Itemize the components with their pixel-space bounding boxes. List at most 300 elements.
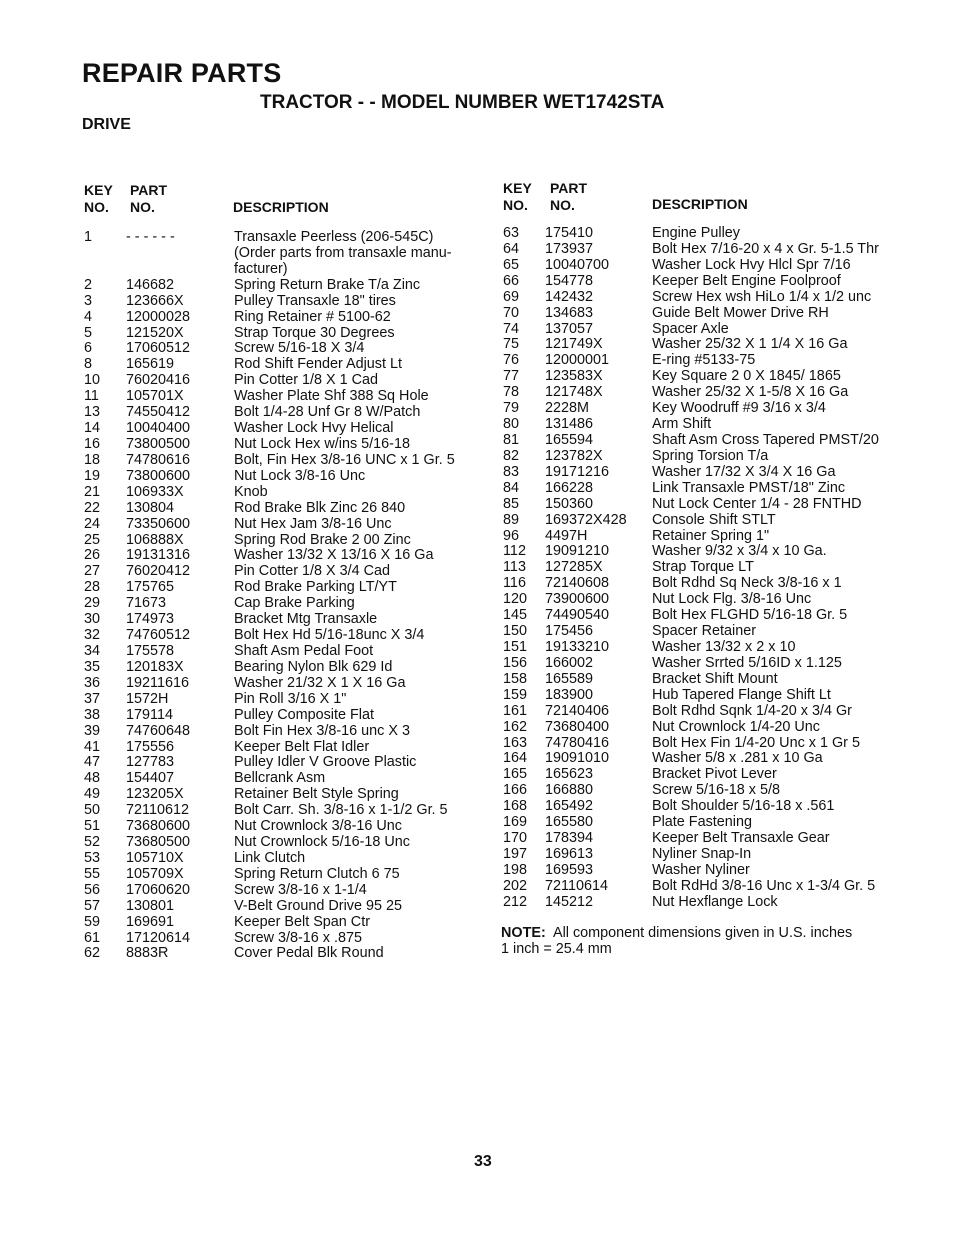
- part-number: 19091210: [545, 543, 610, 560]
- part-description: E-ring #5133-75: [652, 352, 756, 369]
- header-key-no: KEY NO.: [503, 180, 532, 213]
- part-description: Bolt Rdhd Sqnk 1/4-20 x 3/4 Gr: [652, 702, 852, 719]
- page-title: REPAIR PARTS: [82, 58, 282, 88]
- part-description: Engine Pulley: [652, 225, 741, 241]
- part-number: 74760512: [126, 627, 191, 644]
- table-row: [501, 592, 921, 608]
- part-description: Keeper Belt Engine Foolproof: [652, 272, 841, 289]
- part-description: Nut Lock Center 1/4 - 28 FNTHD: [652, 495, 862, 512]
- table-row: [82, 405, 502, 421]
- part-number: 137057: [545, 320, 594, 337]
- key-number: 25: [84, 531, 101, 548]
- part-description: Pulley Transaxle 18" tires: [234, 292, 396, 309]
- table-row: [82, 803, 502, 819]
- part-number: 12000001: [545, 352, 610, 369]
- part-description: Pin Roll 3/16 X 1": [234, 690, 347, 707]
- part-description: Keeper Belt Transaxle Gear: [652, 830, 830, 847]
- key-number: 11: [84, 388, 99, 405]
- part-number: 173937: [545, 240, 594, 257]
- table-row: [501, 513, 921, 529]
- table-row: [501, 608, 921, 624]
- key-number: 29: [84, 595, 101, 612]
- part-number: 178394: [545, 830, 594, 847]
- part-description: Bolt Carr. Sh. 3/8-16 x 1-1/2 Gr. 5: [234, 802, 448, 819]
- key-number: 112: [503, 543, 526, 560]
- table-row: [501, 322, 921, 338]
- table-row: [82, 310, 502, 326]
- key-number: 84: [503, 479, 520, 496]
- part-number: 73680600: [126, 818, 191, 835]
- part-number: 105710X: [126, 849, 184, 866]
- part-description: Spacer Retainer: [652, 623, 756, 640]
- part-number: 74550412: [126, 404, 191, 421]
- part-number: 165594: [545, 431, 594, 448]
- part-number: 175556: [126, 738, 175, 755]
- part-number: 73680500: [126, 834, 191, 851]
- key-number: 170: [503, 830, 528, 847]
- part-number: 127285X: [545, 559, 603, 576]
- header-description: DESCRIPTION: [233, 199, 329, 215]
- part-description: Washer Lock Hvy Helical: [234, 420, 394, 437]
- key-number: 158: [503, 670, 528, 687]
- header-key-no: KEY NO.: [84, 182, 113, 215]
- key-number: 48: [84, 770, 101, 787]
- part-number: 123205X: [126, 786, 184, 803]
- table-row: [501, 306, 921, 322]
- part-number: 131486: [545, 416, 594, 433]
- part-number: 175410: [545, 225, 594, 241]
- key-number: 168: [503, 798, 528, 815]
- key-number: 49: [84, 786, 101, 803]
- part-number: 73800500: [126, 435, 191, 452]
- table-row: [82, 278, 502, 294]
- part-description: V-Belt Ground Drive 95 25: [234, 897, 402, 914]
- part-description: Bearing Nylon Blk 629 Id: [234, 658, 393, 675]
- key-number: 56: [84, 881, 101, 898]
- part-number: 19091010: [545, 750, 610, 767]
- part-number: 73900600: [545, 591, 610, 608]
- key-number: 113: [503, 559, 526, 576]
- table-row: [82, 660, 502, 676]
- table-row: [82, 373, 502, 389]
- table-row: [82, 437, 502, 453]
- part-number: 106933X: [126, 483, 184, 500]
- key-number: 35: [84, 658, 101, 675]
- part-number: 123782X: [545, 447, 603, 464]
- section-heading: DRIVE: [82, 116, 131, 133]
- key-number: 39: [84, 722, 101, 739]
- part-number: 72110614: [545, 877, 608, 894]
- key-number: 89: [503, 511, 520, 528]
- table-row: [82, 644, 502, 660]
- part-description: Pulley Idler V Groove Plastic: [234, 754, 417, 771]
- table-row: [82, 294, 502, 310]
- part-number: 165492: [545, 798, 594, 815]
- part-description: Pin Cotter 1/8 X 1 Cad: [234, 372, 378, 389]
- key-number: 156: [503, 654, 528, 671]
- part-number: 73680400: [545, 718, 610, 735]
- part-description: Pulley Composite Flat: [234, 706, 374, 723]
- table-row: [501, 624, 921, 640]
- key-number: 19: [84, 467, 101, 484]
- table-row: [501, 736, 921, 752]
- table-row: [82, 501, 502, 517]
- part-number: 120183X: [126, 658, 184, 675]
- part-number: 166002: [545, 654, 594, 671]
- key-number: 198: [503, 861, 528, 878]
- header-description: DESCRIPTION: [652, 196, 748, 212]
- table-row: [501, 704, 921, 720]
- part-number: 19211616: [126, 674, 189, 691]
- part-description: Nut Crownlock 1/4-20 Unc: [652, 718, 820, 735]
- table-row: [501, 529, 921, 545]
- table-row: [82, 612, 502, 628]
- key-number: 161: [503, 702, 528, 719]
- part-description: Bracket Pivot Lever: [652, 766, 777, 783]
- part-description: Bolt Hex Fin 1/4-20 Unc x 1 Gr 5: [652, 734, 860, 751]
- part-number: 166880: [545, 782, 594, 799]
- part-description: Hub Tapered Flange Shift Lt: [652, 686, 831, 703]
- part-description: Link Clutch: [234, 849, 306, 866]
- key-number: 50: [84, 802, 101, 819]
- table-row: [82, 931, 502, 947]
- part-description: Bolt Hex Hd 5/16-18unc X 3/4: [234, 627, 425, 644]
- key-number: 10: [84, 372, 101, 389]
- part-description: Washer 21/32 X 1 X 16 Ga: [234, 674, 406, 691]
- part-description: Key Woodruff #9 3/16 x 3/4: [652, 400, 826, 417]
- part-number: 142432: [545, 288, 594, 305]
- key-number: 36: [84, 674, 101, 691]
- table-row: [82, 771, 502, 787]
- note-text: All component dimensions given in U.S. inches: [552, 925, 853, 941]
- part-number: 74760648: [126, 722, 191, 739]
- part-description: Keeper Belt Span Ctr: [234, 913, 370, 930]
- key-number: 70: [503, 304, 520, 321]
- table-row: [82, 564, 502, 580]
- key-number: 57: [84, 897, 101, 914]
- key-number: 116: [503, 575, 526, 592]
- part-description: Washer 9/32 x 3/4 x 10 Ga.: [652, 543, 827, 560]
- table-row: [82, 533, 502, 549]
- part-description: Spring Return Brake T/a Zinc: [234, 276, 421, 293]
- table-row: [82, 469, 502, 485]
- part-number: 10040700: [545, 256, 610, 273]
- part-number: 174973: [126, 611, 175, 628]
- part-description: Washer 25/32 X 1 1/4 X 16 Ga: [652, 336, 848, 353]
- part-description: Cap Brake Parking: [234, 595, 355, 612]
- part-number: 8883R: [126, 945, 169, 962]
- part-number: 134683: [545, 304, 594, 321]
- key-number: 21: [84, 483, 101, 500]
- key-number: 69: [503, 288, 520, 305]
- part-number: 165623: [545, 766, 594, 783]
- part-number: 175765: [126, 579, 175, 596]
- table-row: [501, 353, 921, 369]
- parts-list-right: [501, 226, 921, 911]
- table-row: [82, 357, 502, 373]
- table-row: [82, 326, 502, 342]
- table-row: [82, 708, 502, 724]
- part-number: 76020416: [126, 372, 191, 389]
- parts-list-left: [82, 230, 502, 962]
- table-row: [82, 517, 502, 533]
- part-description: Arm Shift: [652, 416, 712, 433]
- part-number: 169691: [126, 913, 175, 930]
- table-row: [82, 819, 502, 835]
- table-row: [501, 767, 921, 783]
- key-number: 197: [503, 845, 528, 862]
- part-number: 121520X: [126, 324, 184, 341]
- key-number: 79: [503, 400, 520, 417]
- part-description: Link Transaxle PMST/18" Zinc: [652, 479, 846, 496]
- part-number: 169593: [545, 861, 594, 878]
- part-number: 145212: [545, 893, 594, 910]
- part-description: Spring Rod Brake 2 00 Zinc: [234, 531, 411, 548]
- part-number: 121748X: [545, 384, 603, 401]
- part-number: 175578: [126, 642, 175, 659]
- key-number: 34: [84, 642, 101, 659]
- table-row: [82, 692, 502, 708]
- part-description: Bolt, Fin Hex 3/8-16 UNC x 1 Gr. 5: [234, 451, 455, 468]
- key-number: 162: [503, 718, 528, 735]
- key-number: 26: [84, 547, 101, 564]
- key-number: 61: [84, 929, 101, 946]
- part-description: Washer Nyliner: [652, 861, 750, 878]
- key-number: 159: [503, 686, 528, 703]
- table-row: [82, 453, 502, 469]
- part-number: 165619: [126, 356, 175, 373]
- part-number: 183900: [545, 686, 594, 703]
- part-description: Bolt RdHd 3/8-16 Unc x 1-3/4 Gr. 5: [652, 877, 876, 894]
- part-number: 127783: [126, 754, 175, 771]
- part-description: Nut Crownlock 3/8-16 Unc: [234, 818, 402, 835]
- parts-column-right: [501, 179, 921, 914]
- table-row: [82, 421, 502, 437]
- part-number: 17120614: [126, 929, 191, 946]
- table-row: [501, 449, 921, 465]
- key-number: 22: [84, 499, 101, 516]
- key-number: 32: [84, 627, 101, 644]
- table-row: [501, 672, 921, 688]
- header-part-no: PART NO.: [130, 182, 168, 215]
- part-description: Retainer Spring 1": [652, 527, 770, 544]
- key-number: 164: [503, 750, 528, 767]
- key-number: 4: [84, 308, 93, 325]
- part-number: 165580: [545, 814, 594, 831]
- table-row: [82, 755, 502, 771]
- part-number: 123583X: [545, 368, 603, 385]
- part-description: Pin Cotter 1/8 X 3/4 Cad: [234, 563, 390, 580]
- part-number: 175456: [545, 623, 594, 640]
- key-number: 53: [84, 849, 101, 866]
- part-description: Nut Crownlock 5/16-18 Unc: [234, 834, 410, 851]
- table-row: [501, 417, 921, 433]
- part-description: Ring Retainer # 5100-62: [234, 308, 391, 325]
- key-number: 18: [84, 451, 101, 468]
- key-number: 47: [84, 754, 101, 771]
- table-row: [82, 341, 502, 357]
- part-description: Bolt 1/4-28 Unf Gr 8 W/Patch: [234, 404, 421, 421]
- part-description: Spacer Axle: [652, 320, 729, 337]
- key-number: 85: [503, 495, 520, 512]
- part-number: 19171216: [545, 463, 610, 480]
- part-description: Keeper Belt Flat Idler: [234, 738, 370, 755]
- table-row: [82, 230, 502, 278]
- column-header: [501, 179, 921, 229]
- part-description: Screw Hex wsh HiLo 1/4 x 1/2 unc: [652, 288, 872, 305]
- part-number: 19133210: [545, 638, 610, 655]
- part-description: Nut Hex Jam 3/8-16 Unc: [234, 515, 392, 532]
- part-number: 169372X428: [545, 511, 627, 528]
- part-description: Bolt Hex 7/16-20 x 4 x Gr. 5-1.5 Thr: [652, 240, 879, 257]
- key-number: 55: [84, 865, 101, 882]
- key-number: 51: [84, 818, 101, 835]
- part-number: 74490540: [545, 607, 610, 624]
- part-description: Nut Lock 3/8-16 Unc: [234, 467, 366, 484]
- key-number: 52: [84, 834, 101, 851]
- table-row: [501, 481, 921, 497]
- key-number: 41: [84, 738, 101, 755]
- key-number: 165: [503, 766, 528, 783]
- table-row: [501, 369, 921, 385]
- part-description: Nut Lock Flg. 3/8-16 Unc: [652, 591, 812, 608]
- part-description: Bellcrank Asm: [234, 770, 326, 787]
- part-description: Guide Belt Mower Drive RH: [652, 304, 829, 321]
- part-description: Rod Brake Blk Zinc 26 840: [234, 499, 406, 516]
- part-number: 73350600: [126, 515, 191, 532]
- part-number: 150360: [545, 495, 594, 512]
- part-description: Washer 13/32 x 2 x 10: [652, 638, 796, 655]
- table-row: [501, 337, 921, 353]
- part-description: Washer Plate Shf 388 Sq Hole: [234, 388, 429, 405]
- part-number: 2228M: [545, 400, 590, 417]
- key-number: 96: [503, 527, 520, 544]
- part-number: 10040400: [126, 420, 191, 437]
- key-number: 76: [503, 352, 520, 369]
- table-row: [501, 895, 921, 911]
- part-number: 179114: [126, 706, 173, 723]
- part-number: 106888X: [126, 531, 184, 548]
- table-row: [82, 628, 502, 644]
- part-description: Washer 25/32 X 1-5/8 X 16 Ga: [652, 384, 849, 401]
- table-row: [82, 835, 502, 851]
- table-row: [501, 258, 921, 274]
- table-row: [82, 724, 502, 740]
- table-row: [501, 465, 921, 481]
- part-description: Washer 5/8 x .281 x 10 Ga: [652, 750, 823, 767]
- part-number: 130804: [126, 499, 175, 516]
- key-number: 2: [84, 276, 93, 293]
- part-description: Strap Torque LT: [652, 559, 754, 576]
- key-number: 24: [84, 515, 101, 532]
- part-description: Screw 5/16-18 x 5/8: [652, 782, 780, 799]
- part-description: Screw 5/16-18 X 3/4: [234, 340, 365, 357]
- table-row: [501, 544, 921, 560]
- part-number: 1572H: [126, 690, 169, 707]
- table-row: [82, 883, 502, 899]
- key-number: 74: [503, 320, 520, 337]
- table-row: [501, 401, 921, 417]
- page-number: 33: [474, 1153, 492, 1170]
- table-row: [501, 799, 921, 815]
- table-row: [82, 867, 502, 883]
- table-row: [82, 946, 502, 962]
- table-row: [82, 899, 502, 915]
- key-number: 3: [84, 292, 93, 309]
- key-number: 1: [84, 229, 93, 245]
- key-number: 16: [84, 435, 101, 452]
- part-number: 146682: [126, 276, 175, 293]
- part-number: 72140608: [545, 575, 610, 592]
- table-row: [82, 676, 502, 692]
- key-number: 14: [84, 420, 101, 437]
- part-description: Shaft Asm Pedal Foot: [234, 642, 374, 659]
- key-number: 78: [503, 384, 520, 401]
- part-number: 154778: [545, 272, 594, 289]
- part-number: 74780616: [126, 451, 191, 468]
- part-number: 121749X: [545, 336, 603, 353]
- note-conversion: 1 inch = 25.4 mm: [501, 940, 612, 957]
- part-description: Transaxle Peerless (206-545C) (Order parts from transaxle manu- facturer): [234, 229, 452, 277]
- key-number: 59: [84, 913, 101, 930]
- table-row: [501, 751, 921, 767]
- key-number: 212: [503, 893, 528, 910]
- key-number: 65: [503, 256, 520, 273]
- part-description: Nut Lock Hex w/ins 5/16-18: [234, 435, 410, 452]
- column-header: [82, 180, 502, 230]
- part-number: 17060512: [126, 340, 191, 357]
- part-description: Knob: [234, 483, 268, 500]
- part-description: Rod Shift Fender Adjust Lt: [234, 356, 402, 373]
- part-description: Plate Fastening: [652, 814, 752, 831]
- part-description: Washer Srrted 5/16ID x 1.125: [652, 654, 842, 671]
- table-row: [501, 783, 921, 799]
- part-description: Bolt Fin Hex 3/8-16 unc X 3: [234, 722, 410, 739]
- header-part-no: PART NO.: [550, 180, 588, 213]
- note-label: NOTE:: [501, 925, 546, 941]
- table-row: [82, 548, 502, 564]
- key-number: 120: [503, 591, 528, 608]
- part-number: 165589: [545, 670, 594, 687]
- key-number: 63: [503, 225, 520, 241]
- part-description: Bolt Shoulder 5/16-18 x .561: [652, 798, 835, 815]
- part-description: Spring Torsion T/a: [652, 447, 769, 464]
- key-number: 81: [503, 431, 520, 448]
- table-row: [501, 815, 921, 831]
- key-number: 166: [503, 782, 528, 799]
- table-row: [501, 863, 921, 879]
- key-number: 37: [84, 690, 101, 707]
- table-row: [501, 274, 921, 290]
- part-number: 169613: [545, 845, 594, 862]
- page-subtitle: TRACTOR - - MODEL NUMBER WET1742STA: [260, 92, 665, 113]
- key-number: 64: [503, 240, 520, 257]
- part-number: 72110612: [126, 802, 189, 819]
- part-description: Washer Lock Hvy Hlcl Spr 7/16: [652, 256, 851, 273]
- key-number: 13: [84, 404, 101, 421]
- part-description: Shaft Asm Cross Tapered PMST/20: [652, 431, 879, 448]
- part-description: Washer 13/32 X 13/16 X 16 Ga: [234, 547, 434, 564]
- table-row: [501, 242, 921, 258]
- table-row: [82, 740, 502, 756]
- part-number: 154407: [126, 770, 175, 787]
- key-number: 77: [503, 368, 520, 385]
- part-description: Spring Return Clutch 6 75: [234, 865, 400, 882]
- key-number: 75: [503, 336, 520, 353]
- table-row: [501, 831, 921, 847]
- part-number: 12000028: [126, 308, 191, 325]
- table-row: [501, 576, 921, 592]
